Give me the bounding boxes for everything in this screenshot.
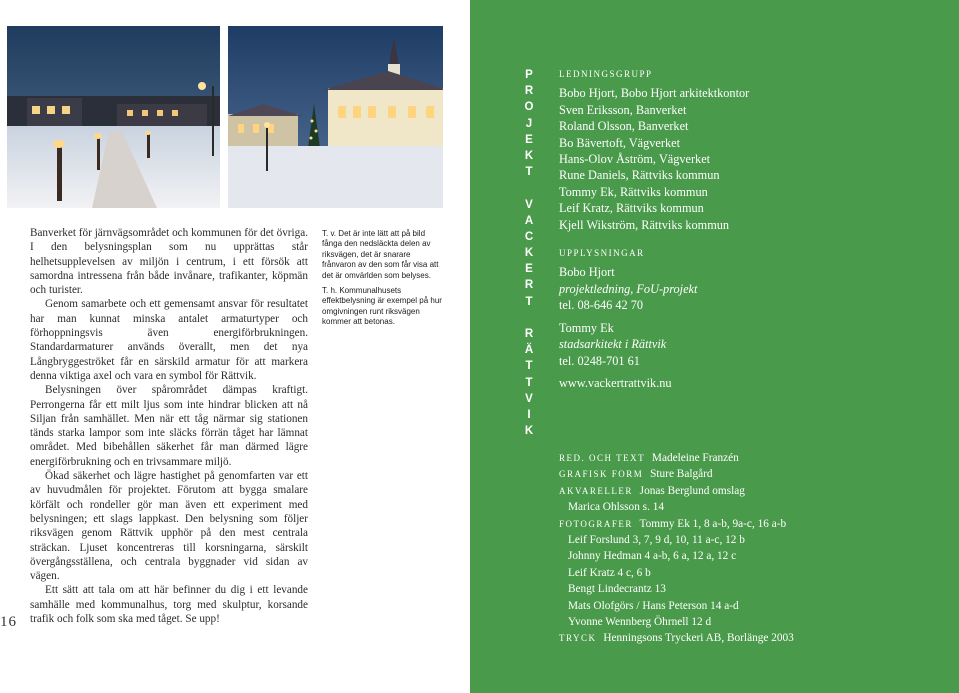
snowy-walkway-illustration <box>7 26 220 208</box>
colophon-watercolours <box>559 483 954 499</box>
title-letter: K <box>524 247 534 260</box>
printer-value: Henningsons Tryckeri AB, Borlänge 2003 <box>603 632 794 645</box>
title-letter: R <box>524 328 534 340</box>
photographer-credit: Leif Kratz 4 c, 6 b <box>568 566 651 579</box>
contact-name: Bobo Hjort <box>559 265 615 280</box>
title-letter: K <box>524 425 534 438</box>
body-paragraph: Ökad säkerhet och lägre hastighet på genomfarten var ett av huvudmålen för projektet. Förutom att bygga smalare körfält och rondeller gör man även ett experiment med belysningen; ett slags lappkast. Den belysning som följer riksvägen genom Rättvik upphör på den mest centrala sträckan. Ljuset koncentreras till korsningarna, särskilt övergångsställena, och centrala byggnader vid sidan av vägen. <box>30 470 308 583</box>
website-link[interactable]: www.vackertrattvik.nu <box>559 375 672 390</box>
printer-label: TRYCK <box>559 633 597 644</box>
title-letter: R <box>524 279 534 292</box>
title-letter: T <box>525 360 533 373</box>
vertical-project-title <box>520 67 538 439</box>
watercolours-value: Jonas Berglund omslag <box>639 484 745 497</box>
watercolours-label: AKVARELLER <box>559 485 633 496</box>
editor-value: Madeleine Franzén <box>651 452 739 464</box>
title-letter: P <box>525 69 533 81</box>
upplysningar-heading: UPPLYSNINGAR <box>559 248 645 259</box>
group-member: Bo Bävertoft, Vägverket <box>559 135 680 150</box>
body-paragraph: Belysningen över spårområdet dämpas kraftigt. Perrongerna får ett milt ljus som inte hindrar blicken att nå Siljan från samhället. Men när ett tåg närmar sig stationen tänds starka lampor som inte släcks förrän tåget har lämnat området. Med bibehållen säkerhet får man därmed lägre energiförbrukning och en trivsammare miljö. <box>30 384 308 468</box>
title-letter: E <box>525 263 533 276</box>
title-letter: T <box>525 376 533 389</box>
group-member: Rune Daniels, Rättviks kommun <box>559 168 720 183</box>
group-member: Hans-Olov Åström, Vägverket <box>559 152 711 167</box>
group-member: Kjell Wikström, Rättviks kommun <box>559 217 730 232</box>
design-value: Sture Balgård <box>650 468 713 481</box>
group-member: Leif Kratz, Rättviks kommun <box>559 201 704 216</box>
photographer-credit: Bengt Lindecrantz 13 <box>568 583 666 596</box>
caption-left-photo: T. v. Det är inte lätt att på bild fånga den nedsläckta delen av riksvägen, det är snarare frånvaron av den som får visa att det är omvärlden som belyses. <box>322 229 439 280</box>
contact-role: stadsarkitekt i Rättvik <box>559 337 667 352</box>
photographer-credit: Mats Olofgörs / Hans Peterson 14 a-d <box>568 599 739 612</box>
watercolours-value-2: Marica Ohlsson s. 14 <box>568 501 665 514</box>
church-square-illustration <box>228 26 443 208</box>
photo-church-square <box>228 26 443 208</box>
title-letter: A <box>524 214 534 227</box>
photographer-credit: Leif Forslund 3, 7, 9 d, 10, 11 a-c, 12 b <box>568 534 745 547</box>
title-letter: E <box>525 133 533 146</box>
title-letter: R <box>524 85 534 98</box>
group-member: Roland Olsson, Banverket <box>559 119 689 134</box>
ledningsgrupp-heading: LEDNINGSGRUPP <box>559 69 653 79</box>
body-paragraph: Genom samarbete och ett gemensamt ansvar för resultatet har man kunnat minska antalet armaturtyper och förhoppningsvis även energiförbrukningen. Standardarmaturer används överallt, men det nya Långbryggeströket får en särskild armatur för att markera denna viktiga axel och vara en symbol för Rättvik. <box>30 298 308 382</box>
project-credits <box>559 66 949 391</box>
title-letter: V <box>525 392 533 405</box>
photo-snowy-walkway <box>7 26 220 208</box>
photographers-value: Tommy Ek 1, 8 a-b, 9a-c, 16 a-b <box>639 517 787 530</box>
contact-phone: tel. 08-646 42 70 <box>559 298 644 313</box>
group-member: Sven Eriksson, Banverket <box>559 102 687 117</box>
photo-captions <box>322 229 444 333</box>
photographer-credit: Johnny Hedman 4 a-b, 6 a, 12 a, 12 c <box>568 550 737 563</box>
title-letter: O <box>524 101 534 114</box>
caption-right-photo: T. h. Kommunalhusets effektbelysning är exempel på hur omgivningen runt riksvägen kommer att betonas. <box>322 286 442 327</box>
body-paragraph: Banverket för järnvägsområdet och kommunen för det övriga. I den belysningsplan som nu upprättas står helhetsupplevelsen av miljön i centrum, i ett försök att samordna intressena från både invånare, trafikanter, köpmän och turister. <box>30 227 308 297</box>
group-member: Tommy Ek, Rättviks kommun <box>559 184 708 199</box>
body-paragraph: Ett sätt att tala om att här befinner du dig i ett levande samhälle med kommunalhus, torg med skulptur, korsande trafik och folk som ska med tåget. Se upp! <box>30 584 308 626</box>
title-letter: K <box>524 149 534 162</box>
title-letter: I <box>527 408 531 421</box>
title-letter: T <box>525 166 533 179</box>
colophon <box>559 450 954 647</box>
photographer-credit: Yvonne Wennberg Öhrnell 12 d <box>568 616 712 629</box>
article-body <box>30 226 308 626</box>
colophon-printer <box>559 630 954 646</box>
colophon-photographers <box>559 516 954 532</box>
design-label: GRAFISK FORM <box>559 469 644 480</box>
title-letter <box>520 180 538 196</box>
page-number: 16 <box>0 614 17 630</box>
title-letter: V <box>525 198 533 211</box>
colophon-editor <box>559 450 954 466</box>
photographers-label: FOTOGRAFER <box>559 518 633 529</box>
title-letter: Ä <box>524 344 534 357</box>
title-letter: T <box>525 295 533 308</box>
title-letter: J <box>525 117 533 130</box>
contact-role: projektledning, FoU-projekt <box>559 281 698 296</box>
group-member: Bobo Hjort, Bobo Hjort arkitektkontor <box>559 86 750 101</box>
title-letter: C <box>524 230 534 243</box>
contact-phone: tel. 0248-701 61 <box>559 353 640 368</box>
title-letter <box>520 310 538 326</box>
colophon-design <box>559 466 954 482</box>
contact-name: Tommy Ek <box>559 320 614 335</box>
editor-label: RED. OCH TEXT <box>559 453 646 463</box>
